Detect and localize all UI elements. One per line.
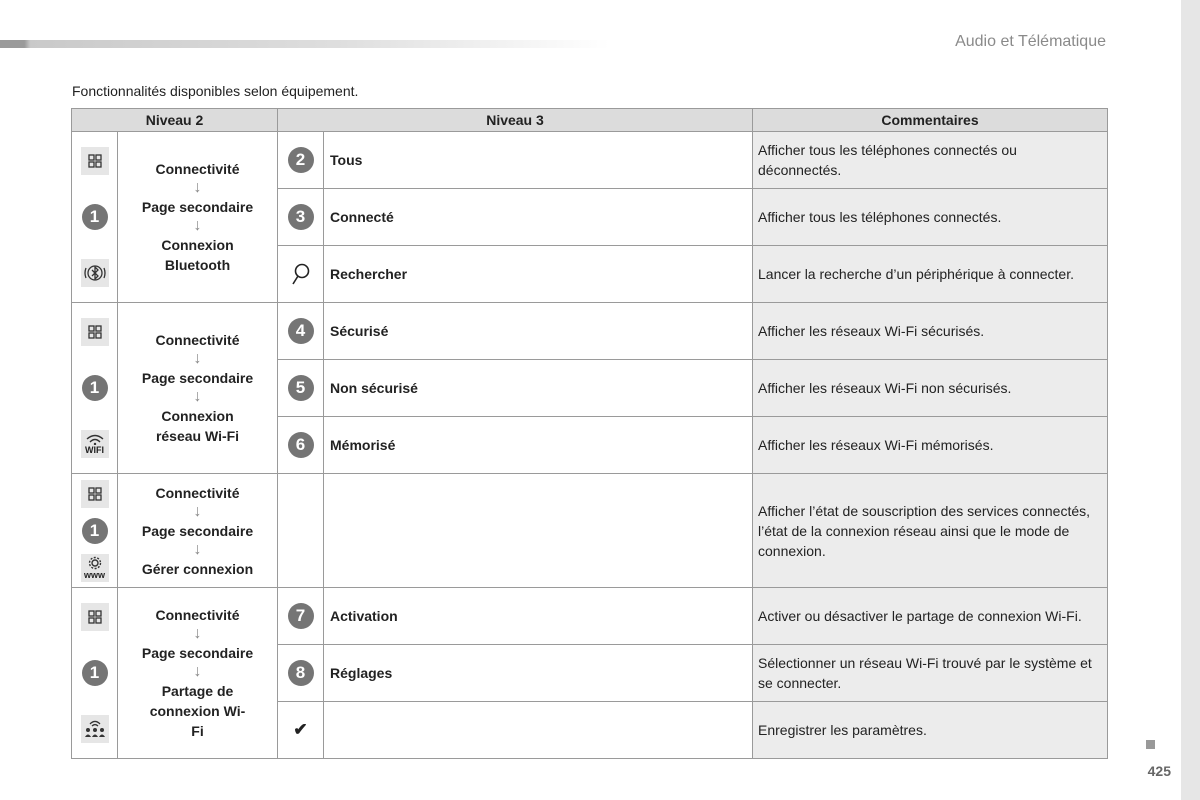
comment: Afficher tous les téléphones connectés.: [753, 189, 1108, 246]
checkmark-icon: ✔: [278, 702, 324, 759]
arrow-down-icon: ↓: [193, 217, 202, 234]
step-8-badge: 8: [288, 660, 314, 686]
comment: Enregistrer les paramètres.: [753, 702, 1108, 759]
section-title: Audio et Télématique: [955, 33, 1106, 50]
level3-label: Connecté: [324, 189, 753, 246]
arrow-down-icon: ↓: [193, 502, 202, 520]
table-row: [72, 474, 1108, 588]
level3-label: [324, 702, 753, 759]
level2-cell: Connectivité ↓ Page secondaire ↓ Connexion réseau Wi-Fi: [118, 303, 278, 474]
step-1-badge: 1: [82, 660, 108, 686]
table-row: [72, 303, 1108, 360]
level3-label: Réglages: [324, 645, 753, 702]
level2-cell: Connectivité ↓ Page secondaire ↓ Connexion Bluetooth: [118, 132, 278, 303]
arrow-down-icon: ↓: [193, 350, 202, 367]
search-icon: [278, 246, 324, 303]
features-table: [71, 108, 1108, 759]
step-3-badge: 3: [288, 204, 314, 230]
arrow-down-icon: ↓: [193, 540, 202, 558]
level3-label: Tous: [324, 132, 753, 189]
level3-label: Activation: [324, 588, 753, 645]
page-edge-strip: [1181, 0, 1200, 800]
step-5-badge: 5: [288, 375, 314, 401]
step-1-badge: 1: [82, 375, 108, 401]
header-commentaires: Commentaires: [753, 109, 1108, 132]
step-1-badge: 1: [82, 204, 108, 230]
table-row: [72, 588, 1108, 645]
intro-text: Fonctionnalités disponibles selon équipement.: [72, 83, 359, 99]
level3-label: Mémorisé: [324, 417, 753, 474]
step-7-badge: 7: [288, 603, 314, 629]
level3-label: Sécurisé: [324, 303, 753, 360]
header-bar: [0, 40, 610, 48]
comment: Afficher les réseaux Wi-Fi sécurisés.: [753, 303, 1108, 360]
header-niveau-2: Niveau 2: [72, 109, 278, 132]
page-number: 425: [1147, 763, 1171, 779]
level2-cell: Connectivité ↓ Page secondaire ↓ Gérer connexion: [118, 474, 278, 588]
level3-label: [324, 474, 753, 588]
page-marker: [1146, 740, 1155, 749]
comment: Sélectionner un réseau Wi-Fi trouvé par le système et se connecter.: [753, 645, 1108, 702]
header-niveau-3: Niveau 3: [278, 109, 753, 132]
comment: Activer ou désactiver le partage de connexion Wi-Fi.: [753, 588, 1108, 645]
arrow-down-icon: ↓: [193, 625, 202, 642]
grid-menu-icon: [81, 318, 109, 346]
level2-cell: Connectivité ↓ Page secondaire ↓ Partage de connexion Wi-Fi: [118, 588, 278, 759]
level3-label: Rechercher: [324, 246, 753, 303]
comment: Afficher tous les téléphones connectés ou déconnectés.: [753, 132, 1108, 189]
www-settings-icon: www: [81, 554, 109, 582]
level3-label: Non sécurisé: [324, 360, 753, 417]
arrow-down-icon: ↓: [193, 663, 202, 680]
comment: Lancer la recherche d’un périphérique à connecter.: [753, 246, 1108, 303]
grid-menu-icon: [81, 603, 109, 631]
step-4-badge: 4: [288, 318, 314, 344]
grid-menu-icon: [81, 480, 109, 508]
step-2-badge: 2: [288, 147, 314, 173]
grid-menu-icon: [81, 147, 109, 175]
bluetooth-icon: [81, 259, 109, 287]
wifi-icon: WIFI: [81, 430, 109, 458]
table-row: [72, 132, 1108, 189]
hotspot-sharing-icon: [81, 715, 109, 743]
arrow-down-icon: ↓: [193, 179, 202, 196]
step-6-badge: 6: [288, 432, 314, 458]
step-1-badge: 1: [82, 518, 108, 544]
comment: Afficher l’état de souscription des services connectés, l’état de la connexion réseau ainsi que le mode de connexion.: [753, 474, 1108, 588]
comment: Afficher les réseaux Wi-Fi non sécurisés.: [753, 360, 1108, 417]
arrow-down-icon: ↓: [193, 388, 202, 405]
comment: Afficher les réseaux Wi-Fi mémorisés.: [753, 417, 1108, 474]
